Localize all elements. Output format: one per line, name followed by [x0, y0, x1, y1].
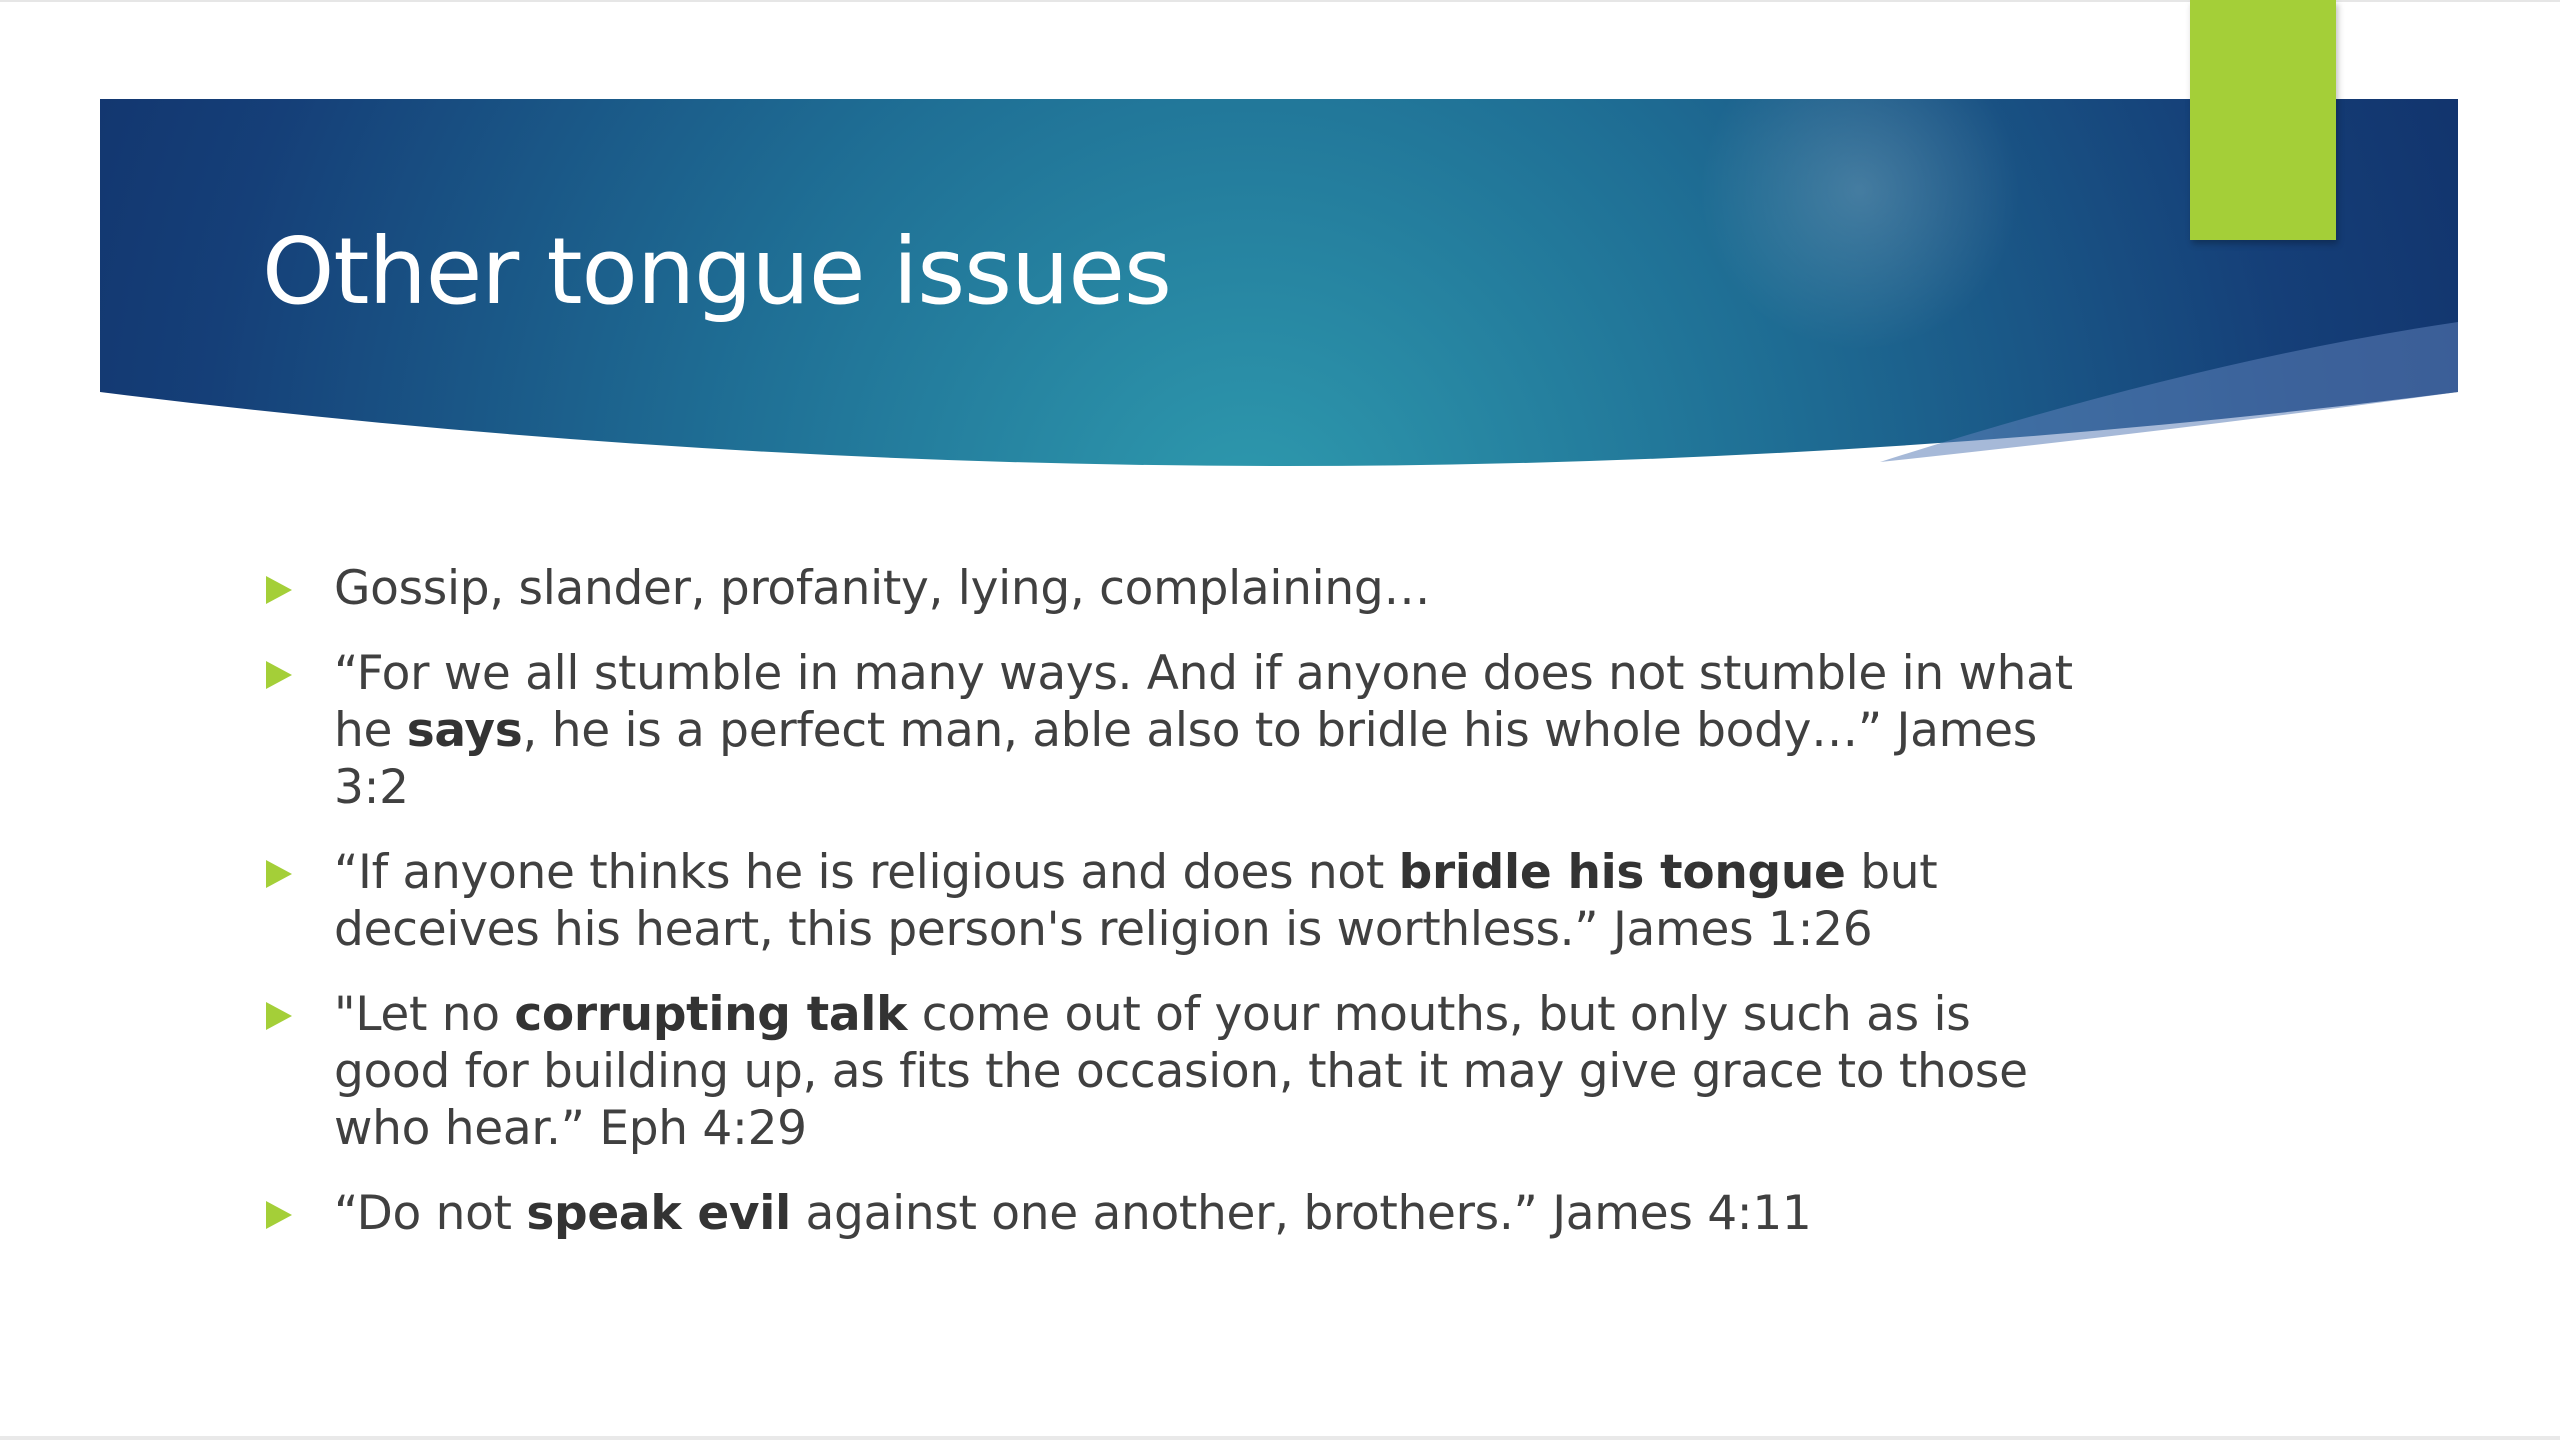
bottom-divider — [0, 1436, 2560, 1440]
bullet-text: “If anyone thinks he is religious and does not — [334, 845, 1399, 900]
bullet-text: , he is a perfect man, able also to bridle his whole body…” James 3:2 — [334, 703, 2037, 815]
bullet-text: against one another, brothers.” James 4:11 — [790, 1186, 1812, 1241]
triangle-right-icon — [266, 860, 292, 888]
bullet-item — [262, 844, 2082, 958]
bullet-emphasis: speak evil — [526, 1186, 791, 1241]
bullet-text: “For we all stumble in many ways. And if anyone does not stumble in what he — [334, 646, 2073, 758]
bullet-item — [262, 645, 2082, 816]
bullet-emphasis: bridle his tongue — [1398, 845, 1846, 900]
triangle-right-icon — [266, 1002, 292, 1030]
bullet-item — [262, 986, 2082, 1157]
bullet-emphasis: says — [406, 703, 523, 758]
bullet-text: "Let no — [334, 987, 515, 1042]
bullet-emphasis: corrupting talk — [514, 987, 908, 1042]
bullet-text: “Do not — [334, 1186, 527, 1241]
triangle-right-icon — [266, 576, 292, 604]
slide-title: Other tongue issues — [262, 218, 1171, 325]
triangle-right-icon — [266, 661, 292, 689]
bullet-list — [262, 560, 2082, 1270]
bullet-text: but deceives his heart, this person's religion is worthless.” James 1:26 — [334, 845, 1938, 957]
bullet-text: come out of your mouths, but only such as is good for building up, as fits the occasion, that it may give grace to those who hear.” Eph 4:29 — [334, 987, 2028, 1156]
bullet-text: Gossip, slander, profanity, lying, complaining… — [334, 561, 1431, 616]
bullet-item — [262, 560, 2082, 617]
triangle-right-icon — [266, 1201, 292, 1229]
accent-tab — [2190, 0, 2336, 240]
bullet-item — [262, 1185, 2082, 1242]
